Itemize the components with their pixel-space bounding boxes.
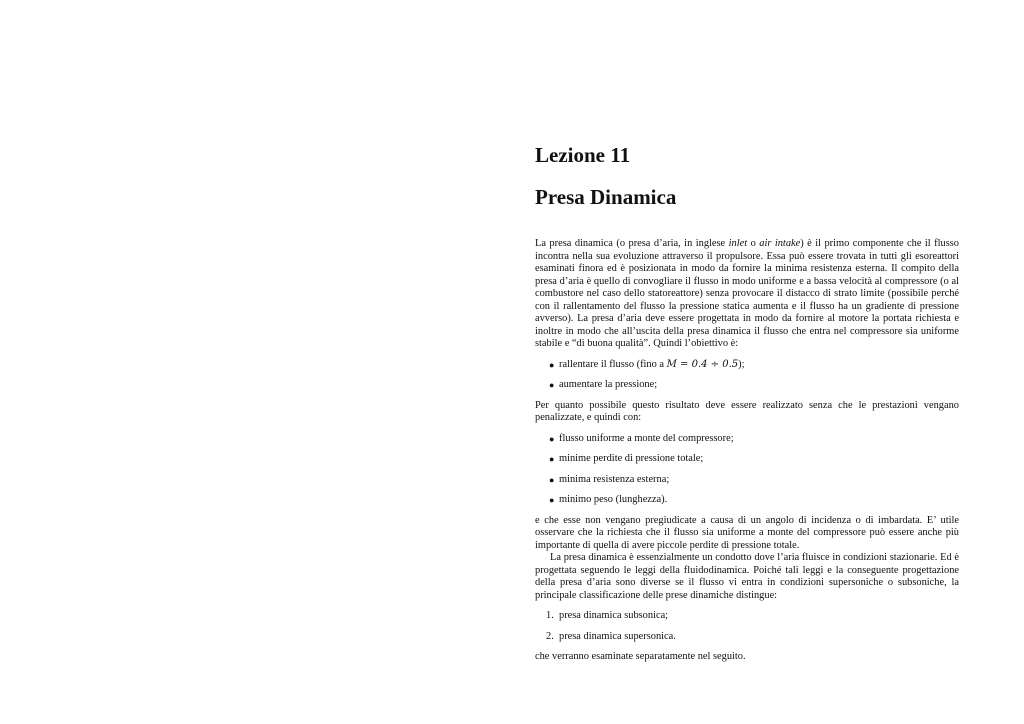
intro-text-2: ) è il primo componente che il flusso incontra nella sua evoluzione attraverso il propulsore. Essa può essere trovata in tutti gli esoreattori esaminati finora ed è posizionata in modo da fornire la minima resistenza esterna. Il compito della presa d’aria è quello di convogliare il flusso in modo uniforme e a bassa velocità al compressore (o al combustore nel caso dello statoreattore) senza provocare il distacco di strato limite (possibile perché con il rallentamento del flusso la pressione statica aumenta e il flusso ha un gradiente di pressione avverso). La presa d’aria deve essere progettata in modo da fornire al motore la portata richiesta e inoltre in modo che all’uscita della presa dinamica il flusso che entra nel compressore sia uniforme stabile e “di buona qualità”. Quindi l’obiettivo è: [535,238,959,349]
intro-paragraph [535,238,959,351]
paragraph-incidence: e che esse non vengano pregiudicate a causa di un angolo di incidenza o di imbardata. E’ utile osservare che la richiesta che il flusso sia uniforme a monte del compressore può essere anche più importante di quella di avere piccole perdite di pressione totale. [535,514,959,551]
goal-text-pre: rallentare il flusso (fino a [559,358,667,370]
goal-text: aumentare la pressione; [559,379,658,390]
bullet-icon: ● [549,454,555,464]
list-item [535,433,959,446]
section-title: Presa Dinamica [535,185,677,209]
type-text: presa dinamica subsonica; [559,610,669,621]
item-number: 1. [546,610,554,621]
bullet-icon: ● [549,380,555,390]
requirement-text: minime perdite di pressione totale; [559,453,704,464]
requirement-text: minimo peso (lunghezza). [559,494,668,505]
list-item [535,359,959,372]
term-air-intake: air intake [759,238,801,249]
list-item [535,631,959,644]
mach-formula: M = 0.4 ÷ 0.5 [666,358,739,370]
term-inlet: inlet [728,238,748,249]
item-number: 2. [546,630,554,642]
requirement-text: flusso uniforme a monte del compressore; [559,432,734,444]
list-item [535,474,959,487]
list-item [535,453,959,466]
list-item [535,610,959,623]
type-text: presa dinamica supersonica. [559,630,676,642]
intro-text-o: o [747,238,760,249]
paragraph-requirements-intro: Per quanto possibile questo risultato deve essere realizzato senza che le prestazioni vengano penalizzate, e quindi con: [535,399,959,423]
paragraph-closing: che verranno esaminate separatamente nel seguito. [535,651,746,662]
bullet-icon: ● [549,495,555,505]
bullet-icon: ● [549,359,555,370]
requirements-list [535,433,959,507]
bullet-icon: ● [549,474,555,485]
list-item [535,494,959,507]
goal-text-post: ); [738,358,745,370]
paragraph-classification: La presa dinamica è essenzialmente un condotto dove l’aria fluisce in condizioni stazionarie. Ed è progettata seguendo le leggi della fluidodinamica. Poiché tali leggi e la conseguente progettazione della presa d’aria sono diverse se il flusso vi entra in condizioni supersoniche o subsoniche, la principale classificazione delle prese dinamiche distingue: [535,552,959,601]
list-item [535,379,959,392]
types-list [535,610,959,643]
document-page [535,142,959,664]
requirement-text: minima resistenza esterna; [559,473,670,485]
goals-list [535,359,959,392]
intro-text-1: La presa dinamica (o presa d’aria, in inglese [535,238,729,249]
bullet-icon: ● [549,433,555,444]
chapter-heading: Lezione 11 [535,143,631,167]
